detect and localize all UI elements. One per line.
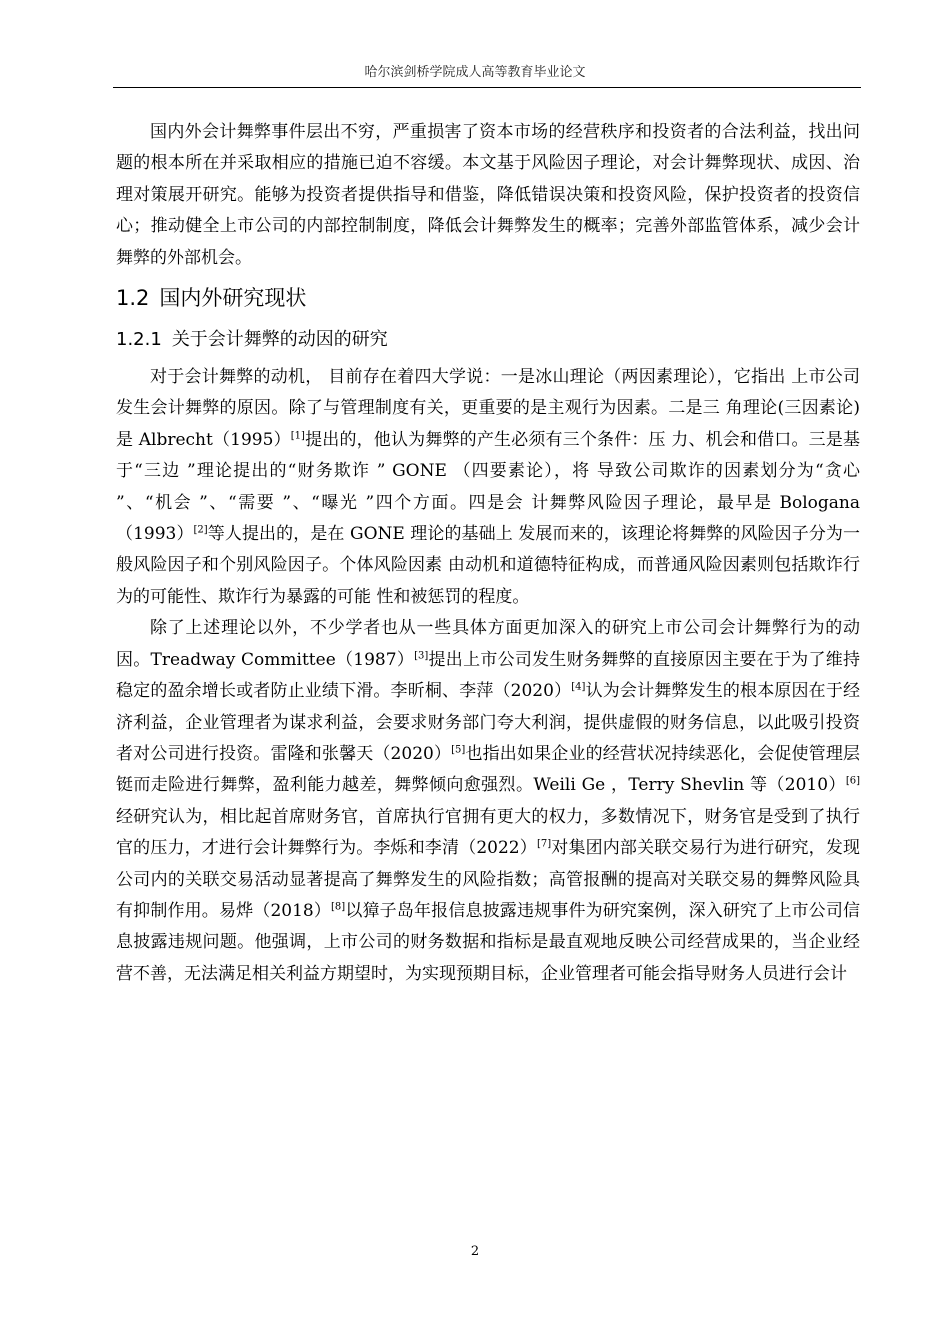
- text-run: 提出上市公司发生财务舞弊的直接原因主要在于为了维持稳定的盈余增长或者防止业绩下滑。李昕桐、李萍（2020）: [116, 649, 860, 702]
- subsection-title: 关于会计舞弊的动因的研究: [171, 329, 388, 351]
- citation-ref: [5]: [451, 744, 466, 756]
- intro-paragraph: 国内外会计舞弊事件层出不穷，严重损害了资本市场的经营秩序和投资者的合法利益，找出问题的根本所在并采取相应的措施已迫不容缓。本文基于风险因子理论，对会计舞弊现状、成因、治理对策展开研究。能够为投资者提供指导和借鉴，降低错误决策和投资风险，保护投资者的投资信心；推动健全上市公司的内部控制制度，降低会计舞弊发生的概率；完善外部监管体系，减少会计舞弊的外部机会。: [116, 122, 860, 268]
- text-run: 等人提出的，是在 GONE 理论的基础上 发展而来的，该理论将舞弊的风险因子分为一般风险因子和个别风险因子。个体风险因素 由动机和道德特征构成，而普通风险因素则包括欺诈行为的可能性、欺诈行为暴露的可能 性和被惩罚的程度。: [116, 524, 860, 607]
- text-run: 除了上述理论以外，不少学者也从一些具体方面更加深入的研究上市公司会计舞弊行为的动因。Treadway Committee（1987）: [116, 618, 860, 670]
- citation-ref: [1]: [290, 430, 305, 442]
- citation-ref: [6]: [845, 775, 860, 787]
- running-header: 哈尔滨剑桥学院成人高等教育毕业论文: [364, 65, 586, 80]
- text-run: 提出的，他认为舞弊的产生必须有三个条件：压 力、机会和借口。三是基于“三边 ”理论提出的“财务欺诈 ” GONE （四要素论），将 导致公司欺诈的因素划分为“贪心 ”、“机会 ”、“需要 ”、“曝光 ”四个方面。四是会 计舞弊风险因子理论，最早是 Bologana（1993）: [116, 429, 860, 545]
- subsection-number: 1.2.1: [116, 329, 162, 351]
- citation-ref: [8]: [331, 901, 346, 913]
- citation-ref: [3]: [414, 650, 429, 662]
- theories-paragraph: [116, 362, 860, 613]
- text-run: 以獐子岛年报信息披露违规事件为研究案例，深入研究了上市公司信息披露违规问题。他强调，上市公司的财务数据和指标是最直观地反映公司经营成果的，当企业经营不善，无法满足相关利益方期望时，为实现预期目标，企业管理者可能会指导财务人员进行会计: [116, 900, 861, 984]
- citation-ref: [4]: [571, 681, 586, 693]
- text-run: 认为会计舞弊发生的根本原因在于经济利益，企业管理者为谋求利益，会要求财务部门夸大利润，提供虚假的财务信息，以此吸引投资者对公司进行投资。雷隆和张馨天（2020）: [116, 681, 860, 764]
- text-run: 经研究认为，相比起首席财务官，首席执行官拥有更大的权力，多数情况下，财务官是受到了执行官的压力，才进行会计舞弊行为。李烁和李清（2022）: [116, 806, 860, 859]
- citation-ref: [2]: [193, 524, 208, 536]
- section-number: 1.2: [116, 286, 150, 311]
- text-run: 对于会计舞弊的动机， 目前存在着四大学说：一是冰山理论（两因素理论），它指出 上市公司发生会计舞弊的原因。除了与管理制度有关，更重要的是主观行为因素。二是三 角理论(三因素论) 是 Albrecht（1995）: [116, 367, 860, 450]
- text-run: 也指出如果企业的经营状况持续恶化，会促使管理层铤而走险进行舞弊，盈利能力越差，舞弊倾向愈强烈。Weili Ge ，Terry Shevlin 等（2010）: [116, 743, 861, 796]
- page-number: 2: [470, 1244, 480, 1259]
- motives-paragraph: [116, 613, 860, 990]
- text-run: 对集团内部关联交易行为进行研究，发现公司内的关联交易活动显著提高了舞弊发生的风险指数；高管报酬的提高对关联交易的舞弊风险具有抑制作用。易烨（2018）: [116, 838, 861, 921]
- section-heading: [116, 278, 860, 318]
- subsection-heading: [116, 322, 860, 358]
- header-divider: [113, 87, 861, 88]
- page-body: [116, 117, 860, 990]
- section-title: 国内外研究现状: [159, 286, 307, 311]
- citation-ref: [7]: [536, 838, 552, 850]
